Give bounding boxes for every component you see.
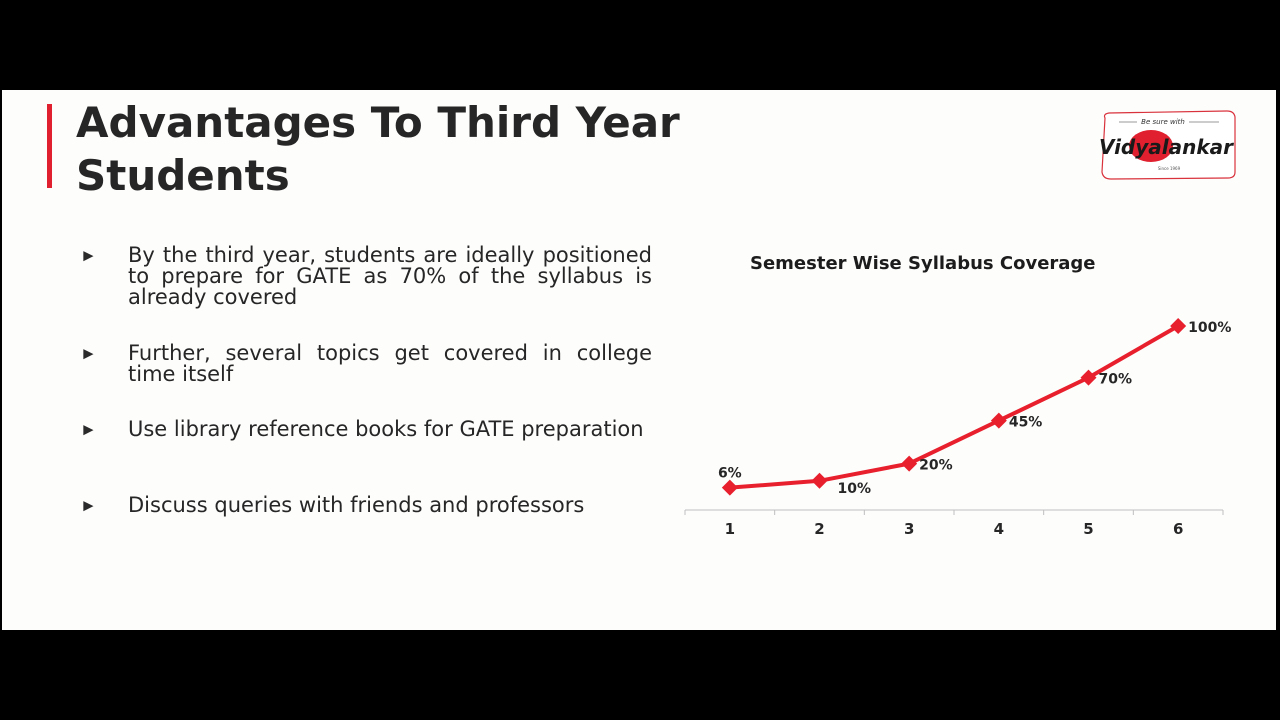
x-tick-label: 4 (993, 520, 1005, 538)
data-point-marker (991, 413, 1007, 429)
x-tick-label: 2 (814, 520, 825, 538)
x-tick-label: 3 (903, 520, 915, 538)
chart-title: Semester Wise Syllabus Coverage (750, 253, 1096, 274)
arrow-bullet-icon: ► (80, 344, 97, 363)
data-point-marker (1170, 318, 1186, 334)
arrow-bullet-icon: ► (80, 246, 97, 265)
series-line (730, 326, 1178, 488)
data-label: 10% (837, 480, 872, 497)
x-tick-label: 6 (1172, 520, 1184, 538)
data-label: 45% (1008, 414, 1043, 431)
slide-title (76, 96, 976, 202)
bullet-text: By the third year, students are ideally positioned to prepare for GATE as 70% of the syllabus is already covered (128, 243, 652, 309)
title-accent-bar (47, 104, 52, 188)
slide (2, 90, 1276, 630)
arrow-bullet-icon: ► (80, 420, 97, 439)
data-label: 6% (717, 465, 742, 482)
logo-since: Since 1969 (1157, 166, 1181, 171)
data-label: 100% (1188, 320, 1232, 336)
data-label: 70% (1098, 371, 1133, 388)
vidyalankar-logo (1099, 110, 1237, 180)
title-line-1: Advantages To Third Year (76, 98, 680, 147)
data-label: 20% (919, 457, 953, 474)
logo-brand: Vidyalankar (1099, 135, 1234, 159)
title-line-2: Students (76, 151, 290, 200)
bullet-text: Use library reference books for GATE preparation (128, 417, 644, 441)
logo-tagline: Be sure with (1141, 118, 1185, 126)
chart-plot (682, 240, 1262, 540)
data-point-marker (901, 456, 917, 472)
x-tick-label: 1 (724, 520, 736, 538)
data-point-marker (1081, 370, 1097, 386)
data-point-marker (812, 473, 828, 489)
bullet-text: Further, several topics get covered in college time itself (128, 341, 652, 386)
syllabus-coverage-chart (682, 240, 1262, 540)
x-tick-label: 5 (1083, 520, 1094, 538)
data-point-marker (722, 480, 738, 496)
bullet-text: Discuss queries with friends and professors (128, 493, 585, 517)
arrow-bullet-icon: ► (80, 496, 97, 515)
